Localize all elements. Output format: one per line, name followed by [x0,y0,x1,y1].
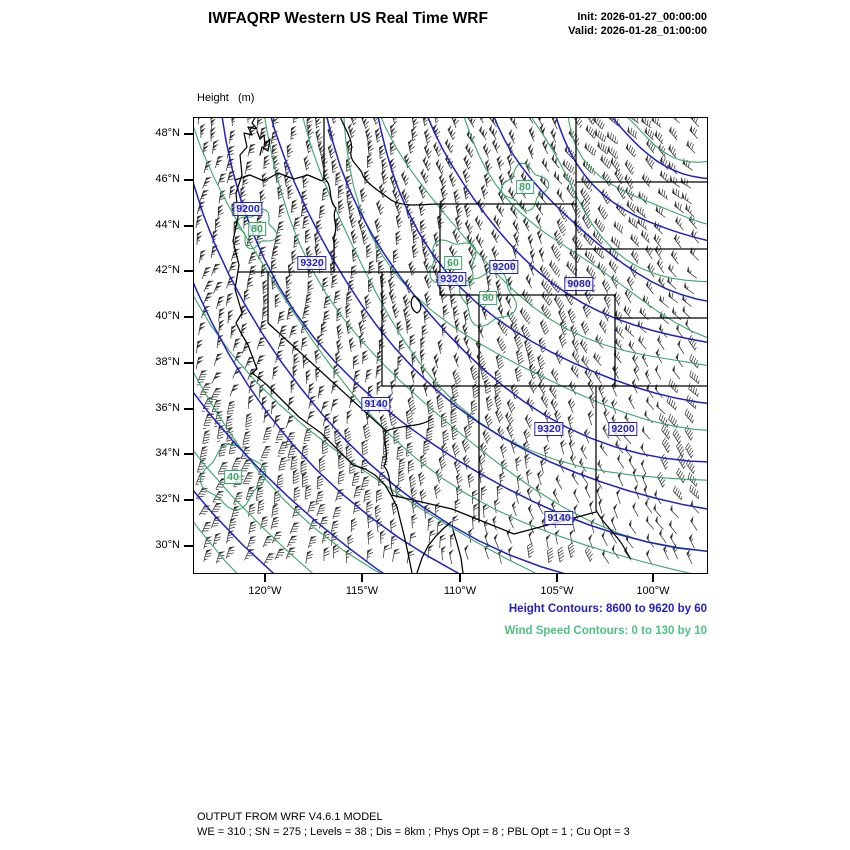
tick-mark [556,573,558,582]
tick-mark [459,573,461,582]
run-times [568,10,707,38]
height-contour-label: 9200 [489,260,518,274]
tick-mark [184,545,193,547]
height-contour-label: 9200 [233,202,262,216]
legend-height: Height (m) [197,92,255,104]
lat-tick-label: 32°N [155,493,180,505]
lat-tick-label: 38°N [155,356,180,368]
lat-tick-label: 30°N [155,539,180,551]
map-canvas [194,118,707,573]
lon-tick-label: 120°W [248,585,282,597]
lon-tick-label: 110°W [443,585,477,597]
lon-tick-label: 115°W [345,585,379,597]
lat-tick-label: 46°N [155,173,180,185]
lat-tick-label: 42°N [155,264,180,276]
tick-mark [184,225,193,227]
tick-mark [184,499,193,501]
map-panel [193,117,708,574]
lat-tick-label: 36°N [155,402,180,414]
height-contour-label: 9320 [437,272,466,286]
lon-tick-label: 100°W [636,585,670,597]
wind-speed-contour-label: 80 [479,291,497,305]
height-contour-label: 9320 [297,256,326,270]
tick-mark [184,270,193,272]
wind-speed-contour-label: 60 [444,256,462,270]
lat-tick-label: 48°N [155,127,180,139]
lon-tick-label: 105°W [540,585,574,597]
height-contour-label: 9200 [608,422,637,436]
tick-mark [184,316,193,318]
init-time: Init: 2026-01-27_00:00:00 [577,11,707,23]
wind-speed-contour-label: 80 [248,222,266,236]
lat-tick-label: 34°N [155,447,180,459]
height-contour-label: 9140 [544,511,573,525]
model-info-line2: WE = 310 ; SN = 275 ; Levels = 38 ; Dis = 8km ; Phys Opt = 8 ; PBL Opt = 1 ; Cu Opt = 3 [197,826,630,838]
wind-barbs-layer [196,118,699,564]
tick-mark [184,362,193,364]
height-contour-label: 9140 [361,397,390,411]
lat-tick-label: 40°N [155,310,180,322]
height-contour-label: 9080 [564,277,593,291]
tick-mark [184,453,193,455]
lat-tick-label: 44°N [155,219,180,231]
wind-speed-contour-label: 80 [516,180,534,194]
model-info [197,810,630,840]
height-contours-caption: Height Contours: 8600 to 9620 by 60 [508,603,707,615]
wind-speed-contour-label: 40 [224,470,242,484]
tick-mark [184,179,193,181]
page-title: IWFAQRP Western US Real Time WRF [208,10,488,27]
wind-speed-contours-caption: Wind Speed Contours: 0 to 130 by 10 [504,625,707,637]
tick-mark [264,573,266,582]
tick-mark [652,573,654,582]
tick-mark [361,573,363,582]
valid-time: Valid: 2026-01-28_01:00:00 [568,25,707,37]
height-contour-label: 9320 [534,422,563,436]
model-info-line1: OUTPUT FROM WRF V4.6.1 MODEL [197,811,383,823]
geography-layer [233,118,707,573]
tick-mark [184,408,193,410]
tick-mark [184,133,193,135]
